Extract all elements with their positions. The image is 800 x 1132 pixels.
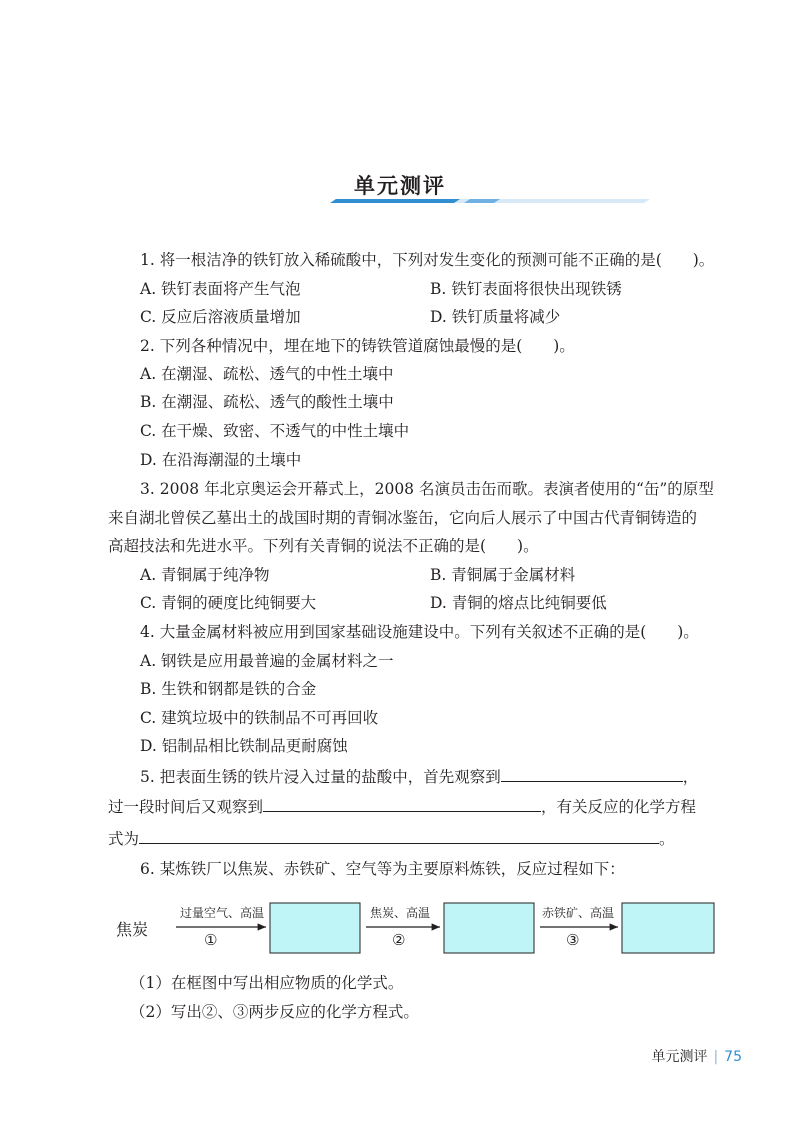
q4-option-c: C. 建筑垃圾中的铁制品不可再回收 xyxy=(140,709,379,727)
q2-option-a: A. 在潮湿、疏松、透气的中性土壤中 xyxy=(140,365,394,383)
arrow3-label: 赤铁矿、高温 xyxy=(542,906,615,920)
q5-text1-end: ， xyxy=(682,768,699,786)
q1-option-b: B. 铁钉表面将很快出现铁锈 xyxy=(430,280,622,298)
q3-option-a: A. 青铜属于纯净物 xyxy=(140,566,270,584)
q5-line2 xyxy=(108,795,696,817)
arrow3-step: ③ xyxy=(566,931,580,949)
q5-text2: 过一段时间后又观察到 xyxy=(108,798,264,816)
q5-blank-3[interactable] xyxy=(139,827,659,844)
arrow1-label: 过量空气、高温 xyxy=(180,906,265,920)
answer-box-3[interactable] xyxy=(622,903,714,953)
page-number: 75 xyxy=(724,1049,742,1065)
title-underline xyxy=(160,197,650,205)
q3-stem-line1: 3. 2008 年北京奥运会开幕式上，2008 名演员击缶而歌。表演者使用的“缶”的原型 xyxy=(140,480,714,498)
footer-section-title: 单元测评 xyxy=(651,1049,708,1065)
arrow2-step: ② xyxy=(392,931,406,949)
q5-text3-end: 。 xyxy=(659,830,675,848)
q2-stem: 2. 下列各种情况中，埋在地下的铸铁管道腐蚀最慢的是( )。 xyxy=(140,337,575,355)
q6-sub2: （2）写出②、③两步反应的化学方程式。 xyxy=(130,1003,419,1021)
page-footer xyxy=(651,1046,742,1066)
q2-option-b: B. 在潮湿、疏松、透气的酸性土壤中 xyxy=(140,393,394,411)
q5-blank-2[interactable] xyxy=(263,795,541,812)
q5-line3 xyxy=(108,827,675,849)
footer-divider: | xyxy=(713,1049,719,1065)
q4-stem: 4. 大量金属材料被应用到国家基础设施建设中。下列有关叙述不正确的是( )。 xyxy=(140,623,699,641)
q3-option-b: B. 青铜属于金属材料 xyxy=(430,566,576,584)
q1-option-a: A. 铁钉表面将产生气泡 xyxy=(140,280,301,298)
q3-option-d: D. 青铜的熔点比纯铜要低 xyxy=(430,594,607,612)
q5-text3: 式为 xyxy=(108,830,140,848)
arrow2-label: 焦炭、高温 xyxy=(370,906,431,920)
q1-option-d: D. 铁钉质量将减少 xyxy=(430,308,561,326)
q2-option-c: C. 在干燥、致密、不透气的中性土壤中 xyxy=(140,422,410,440)
q1-stem: 1. 将一根洁净的铁钉放入稀硫酸中，下列对发生变化的预测可能不正确的是( )。 xyxy=(140,251,715,269)
q3-option-c: C. 青铜的硬度比纯铜要大 xyxy=(140,594,317,612)
reaction-flow-diagram xyxy=(108,895,728,965)
page-title: 单元测评 xyxy=(354,174,446,198)
q4-option-a: A. 钢铁是应用最普遍的金属材料之一 xyxy=(140,652,394,670)
answer-box-1[interactable] xyxy=(270,903,360,953)
q3-stem-line2: 来自湖北曾侯乙墓出土的战国时期的青铜冰鉴缶，它向后人展示了中国古代青铜铸造的 xyxy=(108,509,698,527)
q2-option-d: D. 在沿海潮湿的土壤中 xyxy=(140,451,302,469)
q6-stem: 6. 某炼铁厂以焦炭、赤铁矿、空气等为主要原料炼铁，反应过程如下： xyxy=(140,860,625,878)
arrow1-step: ① xyxy=(204,931,218,949)
q6-sub1: （1）在框图中写出相应物质的化学式。 xyxy=(130,974,404,992)
q4-option-d: D. 铝制品相比铁制品更耐腐蚀 xyxy=(140,737,348,755)
q4-option-b: B. 生铁和钢都是铁的合金 xyxy=(140,680,317,698)
answer-box-2[interactable] xyxy=(444,903,534,953)
q5-text2-end: ，有关反应的化学方程 xyxy=(541,798,697,816)
q5-blank-1[interactable] xyxy=(501,765,683,782)
q5-line1 xyxy=(140,765,698,787)
q1-option-c: C. 反应后溶液质量增加 xyxy=(140,308,301,326)
q5-text1: 5. 把表面生锈的铁片浸入过量的盐酸中，首先观察到 xyxy=(140,768,501,786)
flow-start-label: 焦炭 xyxy=(116,920,149,939)
q3-stem-line3: 高超技法和先进水平。下列有关青铜的说法不正确的是( )。 xyxy=(108,537,539,555)
